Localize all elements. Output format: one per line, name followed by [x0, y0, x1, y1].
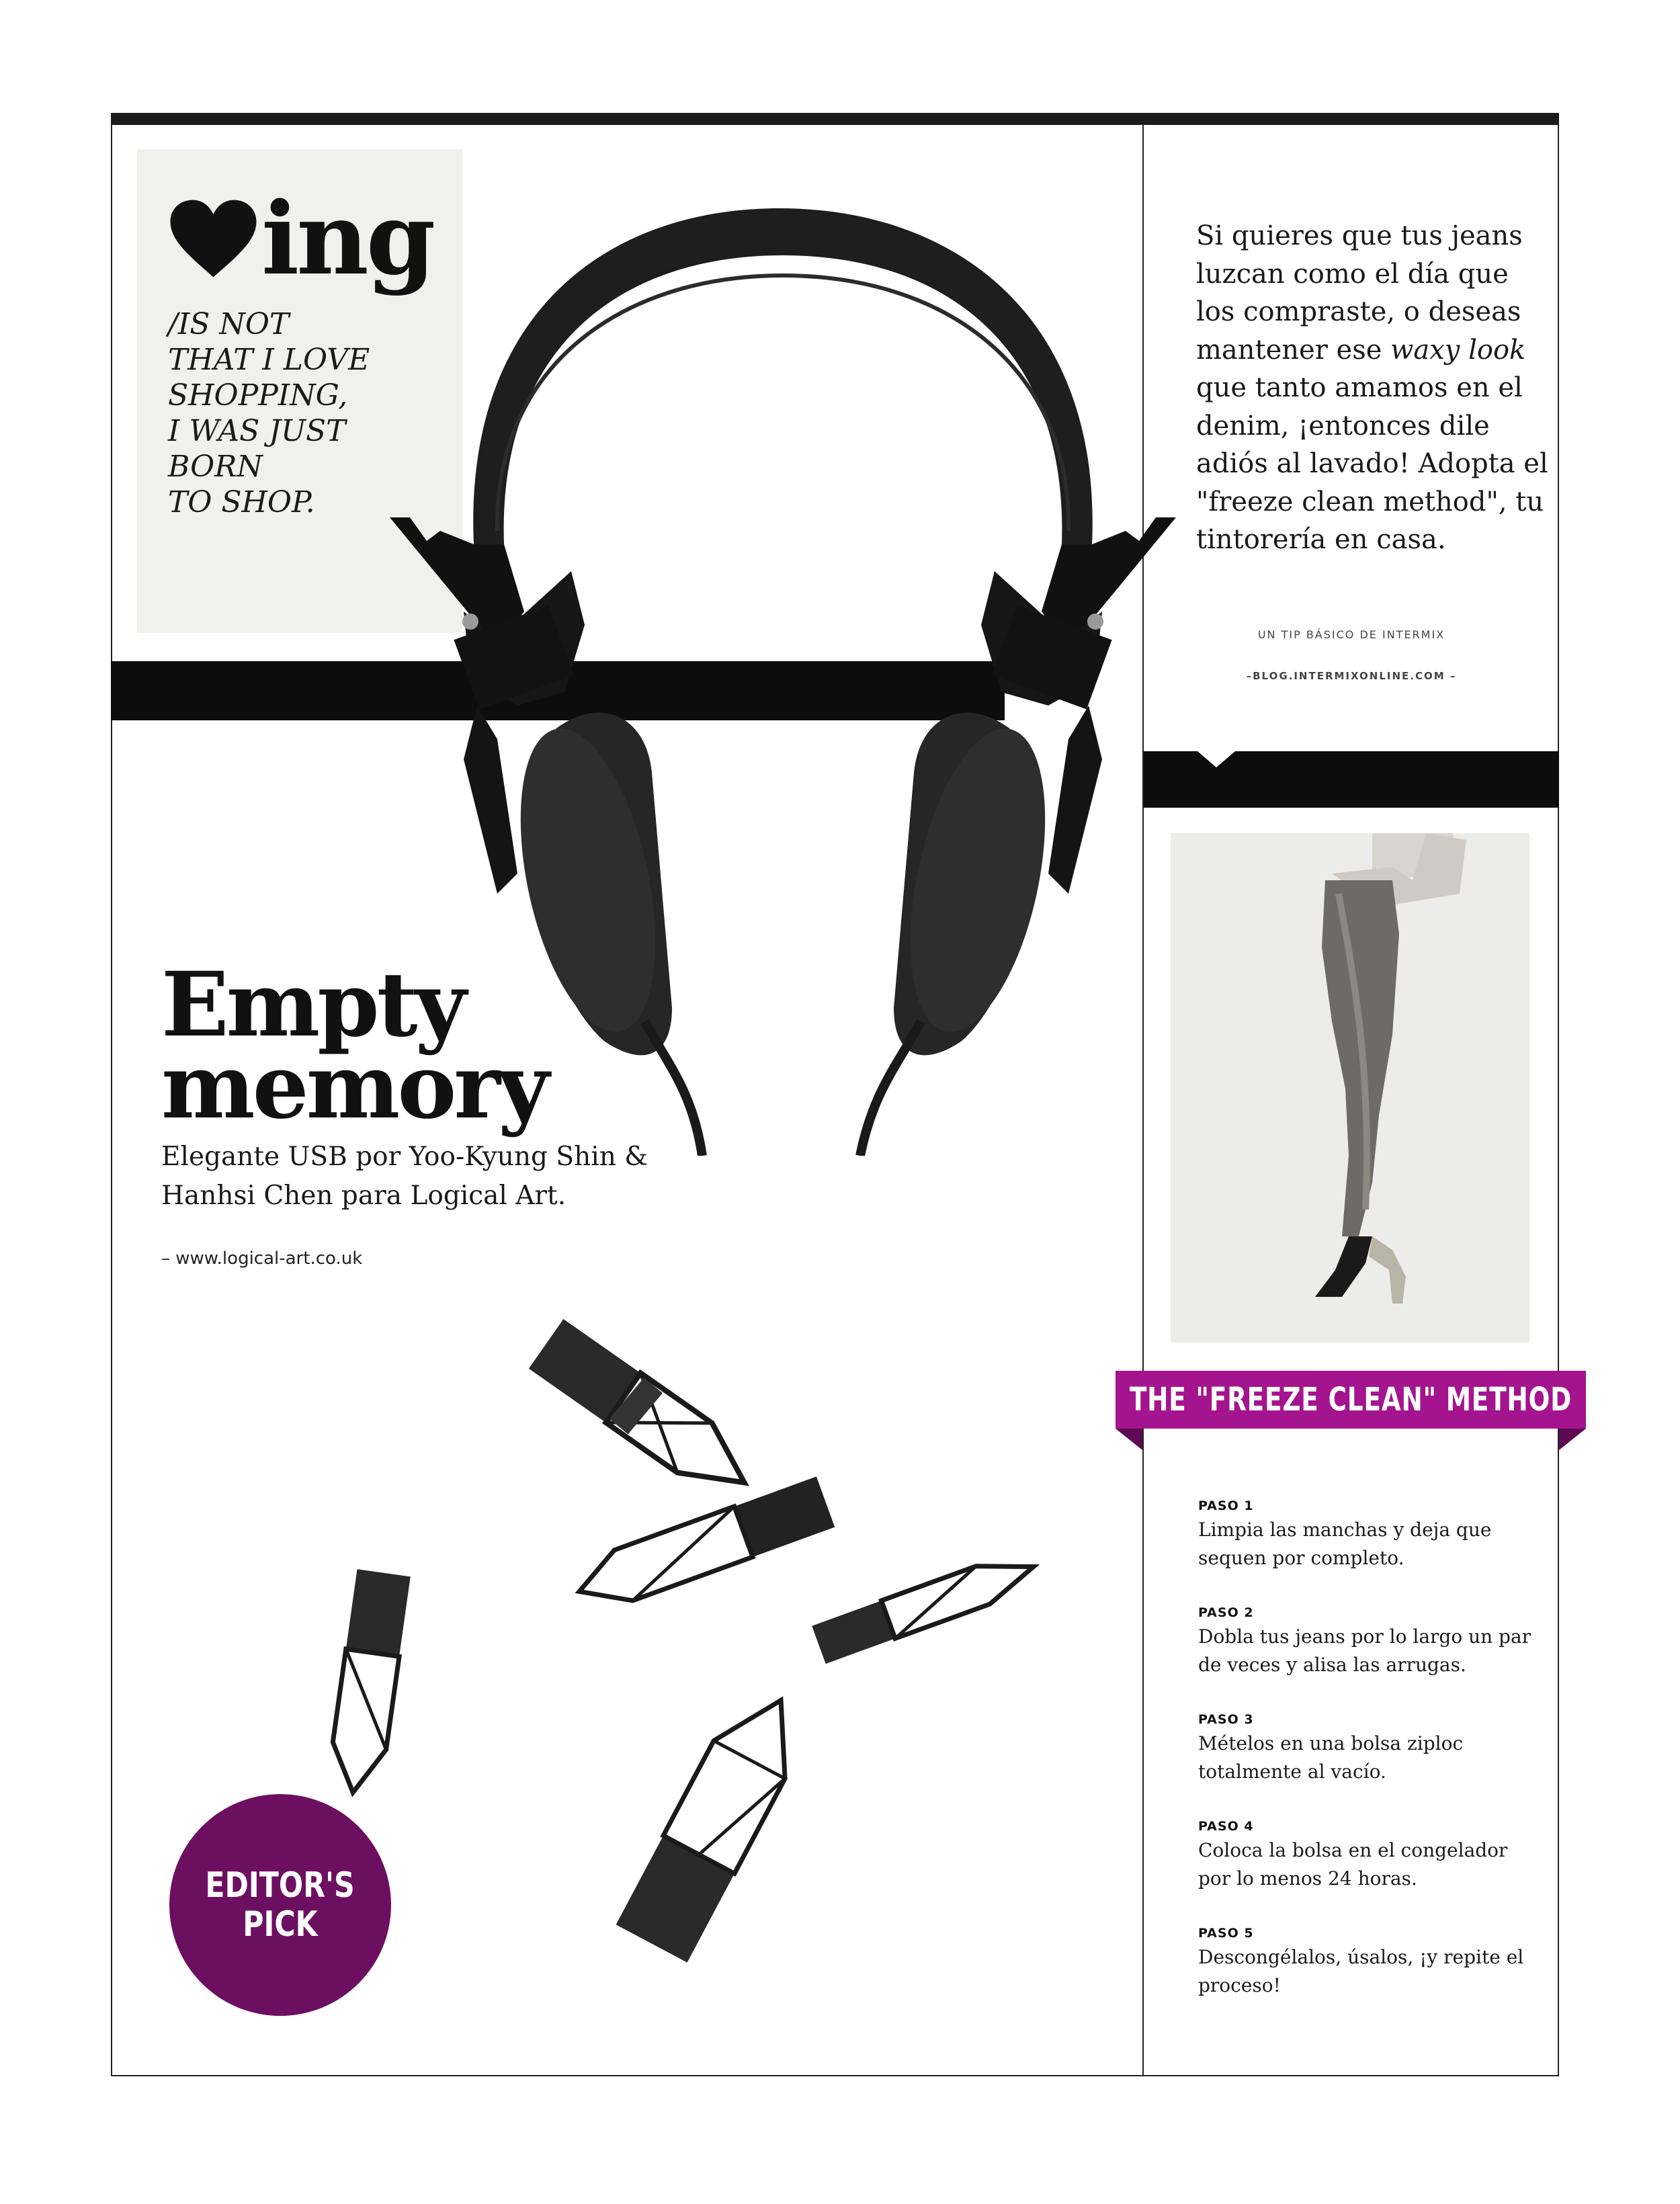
step-line: de veces y alisa las arrugas. — [1198, 1654, 1466, 1676]
banner-fold-right — [1559, 1429, 1586, 1450]
quote-line: TO SHOP. — [168, 485, 315, 519]
step-text — [1198, 1836, 1534, 1893]
step-line: proceso! — [1198, 1974, 1281, 1996]
quote-line: BORN — [168, 450, 263, 484]
usb-sticks-image — [269, 1223, 1129, 1989]
quote-line: I WAS JUST — [168, 414, 346, 448]
quote-line: /IS NOT — [168, 307, 290, 341]
tip-line-emphasis: waxy look — [1390, 334, 1526, 366]
step-label: PASO 3 — [1198, 1712, 1254, 1727]
logical-art-link[interactable]: – www.logical-art.co.uk — [161, 1248, 363, 1269]
step-line: totalmente al vacío. — [1198, 1761, 1386, 1783]
quote-line: THAT I LOVE — [168, 343, 370, 377]
step-label: PASO 2 — [1198, 1605, 1254, 1620]
title-line: memory — [161, 1035, 547, 1139]
step-item — [1198, 1498, 1534, 1605]
editors-pick-badge — [169, 1794, 391, 2016]
description-line: Elegante USB por Yoo-Kyung Shin & — [161, 1142, 648, 1172]
method-title: THE "FREEZE CLEAN" METHOD — [1129, 1381, 1572, 1418]
step-label: PASO 5 — [1198, 1926, 1254, 1941]
right-black-band — [1144, 751, 1559, 808]
step-text — [1198, 1943, 1534, 2000]
step-item — [1198, 1819, 1534, 1926]
jeans-photo — [1171, 833, 1529, 1343]
tip-source: UN TIP BÁSICO DE INTERMIX — [1257, 628, 1445, 641]
tip-line: que tanto amamos en el — [1196, 372, 1523, 403]
step-line: Dobla tus jeans por lo largo un par — [1198, 1625, 1531, 1648]
jeans-illustration — [1171, 833, 1529, 1343]
empty-memory-title — [161, 953, 547, 1139]
badge-line: EDITOR'S — [205, 1865, 355, 1906]
step-text — [1198, 1730, 1534, 1786]
step-label: PASO 4 — [1198, 1819, 1254, 1834]
description-line: Hanhsi Chen para Logical Art. — [161, 1181, 566, 1211]
step-item — [1198, 1712, 1534, 1819]
step-line: Coloca la bolsa en el congelador — [1198, 1839, 1508, 1861]
ing-word: ing — [261, 180, 433, 297]
step-line: Limpia las manchas y deja que — [1198, 1519, 1492, 1541]
tip-line: tintorería en casa. — [1196, 524, 1446, 555]
method-banner — [1116, 1371, 1586, 1429]
step-line: Mételos en una bolsa ziploc — [1198, 1732, 1464, 1754]
empty-memory-description — [161, 1138, 672, 1216]
step-text — [1198, 1516, 1534, 1572]
step-line: Descongélalos, úsalos, ¡y repite el — [1198, 1946, 1524, 1968]
tip-line: Si quieres que tus jeans — [1196, 220, 1523, 251]
tip-paragraph — [1196, 217, 1546, 559]
tip-line: adiós al lavado! Adopta el — [1196, 448, 1548, 479]
heart-icon — [168, 198, 259, 279]
step-label: PASO 1 — [1198, 1498, 1254, 1513]
step-line: sequen por completo. — [1198, 1547, 1404, 1569]
step-line: por lo menos 24 horas. — [1198, 1867, 1417, 1890]
tip-line-start: mantener ese — [1196, 334, 1391, 366]
step-item — [1198, 1605, 1534, 1712]
tip-blog-link[interactable]: –BLOG.INTERMIXONLINE.COM – — [1246, 670, 1457, 682]
quote-line: SHOPPING, — [168, 378, 348, 413]
top-bar — [111, 113, 1559, 125]
badge-line: PICK — [243, 1904, 318, 1945]
step-item — [1198, 1926, 1534, 2033]
method-banner-text — [1116, 1371, 1586, 1429]
tip-line: luzcan como el día que — [1196, 258, 1509, 290]
tip-line: denim, ¡entonces dile — [1196, 410, 1490, 441]
tip-line: los compraste, o deseas — [1196, 296, 1521, 327]
title-line: Empty — [161, 953, 464, 1057]
step-text — [1198, 1623, 1534, 1679]
banner-fold-left — [1116, 1429, 1142, 1450]
band-notch — [1198, 751, 1235, 767]
tip-line — [1196, 331, 1546, 370]
tip-line: "freeze clean method", tu — [1196, 486, 1544, 517]
method-steps — [1198, 1498, 1534, 2033]
